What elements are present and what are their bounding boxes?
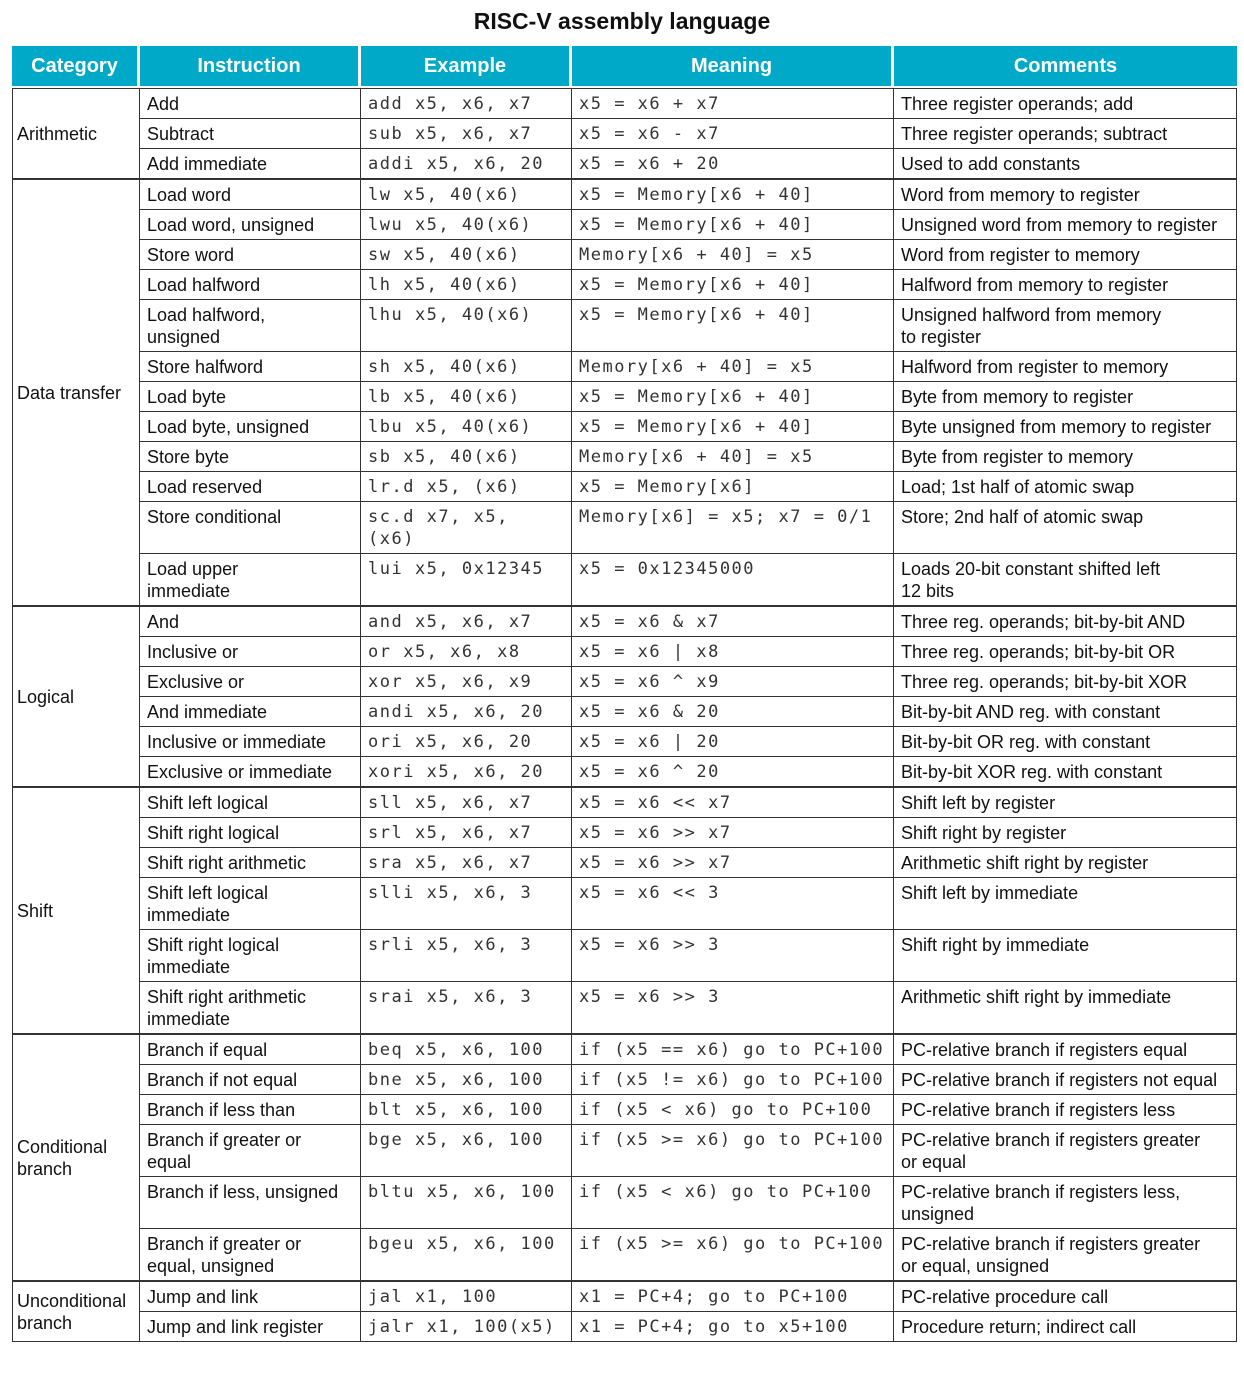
meaning-cell: x5 = Memory[x6 + 40] [572, 382, 894, 412]
table-row [12, 848, 1237, 878]
meaning-cell: Memory[x6 + 40] = x5 [572, 442, 894, 472]
example-cell: and x5, x6, x7 [361, 606, 572, 637]
table-row [12, 606, 1237, 637]
example-cell: sw x5, 40(x6) [361, 240, 572, 270]
example-cell: bne x5, x6, 100 [361, 1065, 572, 1095]
comment-cell: PC-relative branch if registers greater or equal, unsigned [894, 1229, 1237, 1281]
meaning-cell: if (x5 < x6) go to PC+100 [572, 1095, 894, 1125]
comment-cell: Loads 20-bit constant shifted left 12 bits [894, 554, 1237, 606]
comment-cell: Shift left by immediate [894, 878, 1237, 930]
table-row [12, 878, 1237, 930]
table-row [12, 818, 1237, 848]
meaning-cell: x5 = x6 >> 3 [572, 982, 894, 1034]
table-row [12, 667, 1237, 697]
table-row [12, 1177, 1237, 1229]
header-category: Category [12, 46, 140, 86]
example-cell: blt x5, x6, 100 [361, 1095, 572, 1125]
instruction-cell: Branch if not equal [140, 1065, 361, 1095]
table-row [12, 1034, 1237, 1065]
header-instruction: Instruction [140, 46, 361, 86]
instruction-cell: Add immediate [140, 149, 361, 179]
example-cell: sh x5, 40(x6) [361, 352, 572, 382]
comment-cell: Load; 1st half of atomic swap [894, 472, 1237, 502]
meaning-cell: if (x5 >= x6) go to PC+100 [572, 1229, 894, 1281]
header-meaning: Meaning [572, 46, 894, 86]
example-cell: bltu x5, x6, 100 [361, 1177, 572, 1229]
table-row [12, 412, 1237, 442]
comment-cell: Word from memory to register [894, 179, 1237, 210]
comment-cell: Shift right by immediate [894, 930, 1237, 982]
comment-cell: Halfword from memory to register [894, 270, 1237, 300]
instruction-cell: Exclusive or [140, 667, 361, 697]
comment-cell: Word from register to memory [894, 240, 1237, 270]
comment-cell: Three register operands; add [894, 88, 1237, 119]
table-row [12, 1095, 1237, 1125]
instruction-cell: Jump and link [140, 1281, 361, 1312]
meaning-cell: x5 = x6 - x7 [572, 119, 894, 149]
meaning-cell: x5 = Memory[x6 + 40] [572, 210, 894, 240]
meaning-cell: x5 = x6 + 20 [572, 149, 894, 179]
instruction-cell: Load halfword, unsigned [140, 300, 361, 352]
instruction-cell: Inclusive or [140, 637, 361, 667]
comment-cell: Byte from register to memory [894, 442, 1237, 472]
meaning-cell: Memory[x6 + 40] = x5 [572, 240, 894, 270]
meaning-cell: x5 = x6 >> 3 [572, 930, 894, 982]
instruction-cell: Branch if greater or equal, unsigned [140, 1229, 361, 1281]
instruction-cell: Shift left logical immediate [140, 878, 361, 930]
example-cell: beq x5, x6, 100 [361, 1034, 572, 1065]
table-row [12, 930, 1237, 982]
example-cell: srai x5, x6, 3 [361, 982, 572, 1034]
instruction-cell: Add [140, 88, 361, 119]
table-row [12, 787, 1237, 818]
category-cell: Conditional branch [12, 1034, 140, 1281]
instruction-cell: Load byte, unsigned [140, 412, 361, 442]
meaning-cell: Memory[x6] = x5; x7 = 0/1 [572, 502, 894, 554]
table-row [12, 727, 1237, 757]
page-title: RISC-V assembly language [473, 8, 771, 34]
category-cell: Shift [12, 787, 140, 1034]
example-cell: srl x5, x6, x7 [361, 818, 572, 848]
table-row [12, 1065, 1237, 1095]
example-cell: lui x5, 0x12345 [361, 554, 572, 606]
meaning-cell: if (x5 < x6) go to PC+100 [572, 1177, 894, 1229]
example-cell: sc.d x7, x5, (x6) [361, 502, 572, 554]
meaning-cell: x5 = x6 ^ 20 [572, 757, 894, 787]
comment-cell: Unsigned halfword from memory to register [894, 300, 1237, 352]
comment-cell: Three reg. operands; bit-by-bit OR [894, 637, 1237, 667]
instruction-cell: Branch if greater or equal [140, 1125, 361, 1177]
table-row [12, 149, 1237, 179]
comment-cell: Arithmetic shift right by register [894, 848, 1237, 878]
example-cell: sra x5, x6, x7 [361, 848, 572, 878]
instruction-cell: Store conditional [140, 502, 361, 554]
header-row [12, 46, 1237, 86]
table-row [12, 502, 1237, 554]
instruction-cell: Store byte [140, 442, 361, 472]
instruction-cell: Branch if less, unsigned [140, 1177, 361, 1229]
table-row [12, 240, 1237, 270]
category-cell: Logical [12, 606, 140, 787]
instruction-cell: Shift right arithmetic [140, 848, 361, 878]
example-cell: lwu x5, 40(x6) [361, 210, 572, 240]
instruction-cell: Load reserved [140, 472, 361, 502]
example-cell: addi x5, x6, 20 [361, 149, 572, 179]
instruction-cell: Jump and link register [140, 1312, 361, 1342]
header-comments: Comments [894, 46, 1237, 86]
meaning-cell: x5 = x6 & x7 [572, 606, 894, 637]
instruction-cell: Load upper immediate [140, 554, 361, 606]
table-row [12, 88, 1237, 119]
instruction-cell: And immediate [140, 697, 361, 727]
table-row [12, 119, 1237, 149]
example-cell: lr.d x5, (x6) [361, 472, 572, 502]
comment-cell: Halfword from register to memory [894, 352, 1237, 382]
table-row [12, 300, 1237, 352]
example-cell: ori x5, x6, 20 [361, 727, 572, 757]
table-row [12, 697, 1237, 727]
instruction-cell: Shift left logical [140, 787, 361, 818]
example-cell: lbu x5, 40(x6) [361, 412, 572, 442]
meaning-cell: if (x5 >= x6) go to PC+100 [572, 1125, 894, 1177]
table-row [12, 1125, 1237, 1177]
example-cell: jal x1, 100 [361, 1281, 572, 1312]
comment-cell: Three reg. operands; bit-by-bit XOR [894, 667, 1237, 697]
risc-v-table [12, 46, 1237, 1342]
comment-cell: Byte unsigned from memory to register [894, 412, 1237, 442]
meaning-cell: x5 = Memory[x6 + 40] [572, 412, 894, 442]
table-row [12, 382, 1237, 412]
table-row [12, 352, 1237, 382]
meaning-cell: x5 = x6 ^ x9 [572, 667, 894, 697]
example-cell: add x5, x6, x7 [361, 88, 572, 119]
comment-cell: Used to add constants [894, 149, 1237, 179]
comment-cell: Shift right by register [894, 818, 1237, 848]
example-cell: lh x5, 40(x6) [361, 270, 572, 300]
instruction-cell: Store word [140, 240, 361, 270]
table-row [12, 757, 1237, 787]
example-cell: lhu x5, 40(x6) [361, 300, 572, 352]
category-cell: Data transfer [12, 179, 140, 606]
instruction-cell: Exclusive or immediate [140, 757, 361, 787]
comment-cell: Bit-by-bit XOR reg. with constant [894, 757, 1237, 787]
table-row [12, 179, 1237, 210]
table-row [12, 554, 1237, 606]
example-cell: xori x5, x6, 20 [361, 757, 572, 787]
example-cell: sll x5, x6, x7 [361, 787, 572, 818]
comment-cell: PC-relative branch if registers less, unsigned [894, 1177, 1237, 1229]
example-cell: jalr x1, 100(x5) [361, 1312, 572, 1342]
comment-cell: PC-relative procedure call [894, 1281, 1237, 1312]
comment-cell: PC-relative branch if registers equal [894, 1034, 1237, 1065]
comment-cell: Byte from memory to register [894, 382, 1237, 412]
example-cell: slli x5, x6, 3 [361, 878, 572, 930]
meaning-cell: x5 = Memory[x6] [572, 472, 894, 502]
example-cell: sb x5, 40(x6) [361, 442, 572, 472]
comment-cell: Bit-by-bit OR reg. with constant [894, 727, 1237, 757]
instruction-cell: Store halfword [140, 352, 361, 382]
instruction-cell: Shift right arithmetic immediate [140, 982, 361, 1034]
meaning-cell: x5 = x6 & 20 [572, 697, 894, 727]
meaning-cell: x5 = x6 << x7 [572, 787, 894, 818]
instruction-cell: Shift right logical [140, 818, 361, 848]
meaning-cell: x5 = Memory[x6 + 40] [572, 179, 894, 210]
table-row [12, 442, 1237, 472]
meaning-cell: x5 = x6 | 20 [572, 727, 894, 757]
comment-cell: PC-relative branch if registers greater or equal [894, 1125, 1237, 1177]
instruction-cell: Load word, unsigned [140, 210, 361, 240]
table-row [12, 637, 1237, 667]
meaning-cell: x5 = x6 | x8 [572, 637, 894, 667]
comment-cell: Arithmetic shift right by immediate [894, 982, 1237, 1034]
example-cell: bge x5, x6, 100 [361, 1125, 572, 1177]
table-row [12, 982, 1237, 1034]
meaning-cell: x5 = x6 + x7 [572, 88, 894, 119]
meaning-cell: x5 = x6 >> x7 [572, 848, 894, 878]
instruction-cell: Subtract [140, 119, 361, 149]
example-cell: sub x5, x6, x7 [361, 119, 572, 149]
example-cell: bgeu x5, x6, 100 [361, 1229, 572, 1281]
example-cell: lw x5, 40(x6) [361, 179, 572, 210]
comment-cell: Procedure return; indirect call [894, 1312, 1237, 1342]
table-row [12, 1312, 1237, 1342]
instruction-cell: Branch if equal [140, 1034, 361, 1065]
instruction-cell: And [140, 606, 361, 637]
meaning-cell: if (x5 != x6) go to PC+100 [572, 1065, 894, 1095]
comment-cell: Three register operands; subtract [894, 119, 1237, 149]
meaning-cell: if (x5 == x6) go to PC+100 [572, 1034, 894, 1065]
meaning-cell: Memory[x6 + 40] = x5 [572, 352, 894, 382]
comment-cell: Shift left by register [894, 787, 1237, 818]
table-row [12, 270, 1237, 300]
comment-cell: Bit-by-bit AND reg. with constant [894, 697, 1237, 727]
meaning-cell: x5 = x6 >> x7 [572, 818, 894, 848]
meaning-cell: x5 = Memory[x6 + 40] [572, 270, 894, 300]
category-cell: Arithmetic [12, 88, 140, 179]
meaning-cell: x5 = x6 << 3 [572, 878, 894, 930]
example-cell: or x5, x6, x8 [361, 637, 572, 667]
category-cell: Unconditional branch [12, 1281, 140, 1342]
instruction-cell: Load word [140, 179, 361, 210]
meaning-cell: x5 = 0x12345000 [572, 554, 894, 606]
meaning-cell: x1 = PC+4; go to x5+100 [572, 1312, 894, 1342]
instruction-cell: Load halfword [140, 270, 361, 300]
example-cell: lb x5, 40(x6) [361, 382, 572, 412]
table-row [12, 472, 1237, 502]
instruction-cell: Inclusive or immediate [140, 727, 361, 757]
example-cell: srli x5, x6, 3 [361, 930, 572, 982]
header-example: Example [361, 46, 572, 86]
instruction-cell: Branch if less than [140, 1095, 361, 1125]
comment-cell: PC-relative branch if registers less [894, 1095, 1237, 1125]
meaning-cell: x5 = Memory[x6 + 40] [572, 300, 894, 352]
example-cell: andi x5, x6, 20 [361, 697, 572, 727]
table-row [12, 1229, 1237, 1281]
comment-cell: Store; 2nd half of atomic swap [894, 502, 1237, 554]
instruction-cell: Load byte [140, 382, 361, 412]
comment-cell: PC-relative branch if registers not equal [894, 1065, 1237, 1095]
comment-cell: Three reg. operands; bit-by-bit AND [894, 606, 1237, 637]
instruction-cell: Shift right logical immediate [140, 930, 361, 982]
meaning-cell: x1 = PC+4; go to PC+100 [572, 1281, 894, 1312]
table-row [12, 1281, 1237, 1312]
comment-cell: Unsigned word from memory to register [894, 210, 1237, 240]
table-row [12, 210, 1237, 240]
example-cell: xor x5, x6, x9 [361, 667, 572, 697]
